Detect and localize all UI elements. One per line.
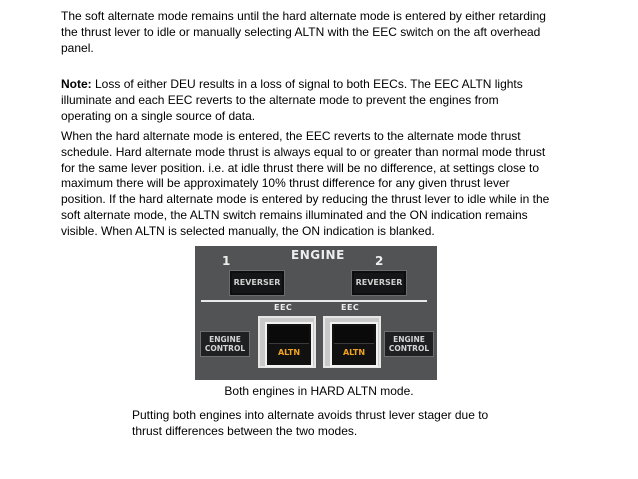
eec1-switch (265, 322, 313, 367)
engine-control1-line2: CONTROL (204, 344, 246, 353)
paragraph-note (61, 77, 551, 124)
engine-control2-light (384, 331, 434, 357)
image-caption: Both engines in HARD ALTN mode. (224, 384, 414, 398)
reverser1-label: REVERSER (233, 278, 281, 287)
engine-control1-light (200, 331, 250, 357)
eec1-switch-guard (258, 316, 316, 368)
eec2-switch (330, 322, 378, 367)
engine2-number: 2 (375, 254, 384, 268)
note-body: Loss of either DEU results in a loss of signal to both EECs. The EEC ALTN lights illuminate and each EEC reverts to the alternate mode to prevent the engines from operating on a single source of data. (61, 77, 523, 123)
engine-control2-line2: CONTROL (388, 344, 430, 353)
eec1-altn-light: ALTN (277, 348, 301, 357)
eec1-label: EEC (274, 303, 293, 312)
reverser2-label: REVERSER (355, 278, 403, 287)
paragraph-soft-alternate: The soft alternate mode remains until the hard alternate mode is entered by either retarding the thrust lever to idle or manually selecting ALTN with the EEC switch on the aft overhead panel. (61, 9, 546, 55)
eec2-altn-light: ALTN (342, 348, 366, 357)
panel-divider (201, 300, 427, 302)
closing-note: Putting both engines into alternate avoids thrust lever stager due to thrust differences between the two modes. (132, 408, 489, 438)
eec2-switch-guard (323, 316, 381, 368)
panel-title: ENGINE (291, 248, 345, 262)
engine-control2-line1: ENGINE (393, 335, 425, 344)
engine1-number: 1 (222, 254, 231, 268)
reverser2-light (351, 270, 407, 296)
reverser1-light (229, 270, 285, 296)
eec1-on-indication (269, 326, 309, 344)
engine-panel-image (195, 246, 437, 380)
eec2-on-indication (334, 326, 374, 344)
note-label: Note: (61, 77, 92, 91)
eec2-label: EEC (341, 303, 360, 312)
paragraph-hard-alternate: When the hard alternate mode is entered, the EEC reverts to the alternate mode thrust schedule. Hard alternate mode thrust is always equal to or greater than normal mode thrust for the same lever position. i.e. at idle thrust there will be no difference, at settings close to maximum there will be approximately 10% thrust difference for any given thrust lever position. If the hard alternate mode is entered by reducing the thrust lever to idle while in the soft alternate mode, the ALTN switch remains illuminated and the ON indication remains visible. When ALTN is selected manually, the ON indication is blanked. (61, 129, 550, 238)
engine-control1-line1: ENGINE (209, 335, 241, 344)
